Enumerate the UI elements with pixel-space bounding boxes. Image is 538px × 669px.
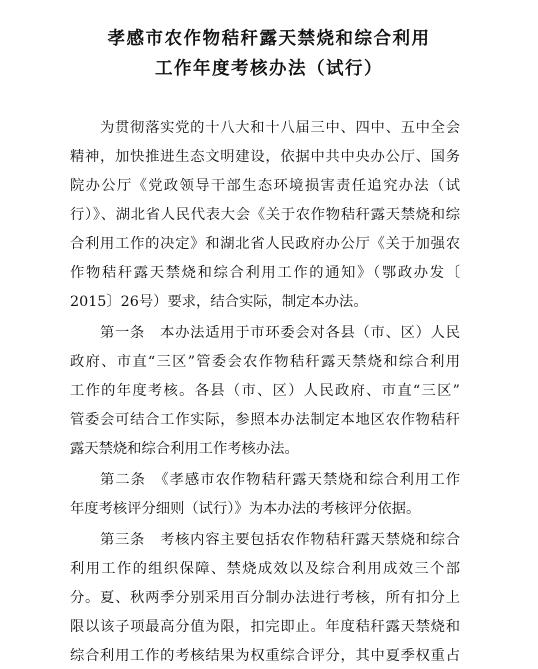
body-line-4: 行）》、湖北省人民代表大会《关于农作物秸秆露天禁烧和综 xyxy=(70,207,460,223)
body-line-19: 综合利用工作的考核结果为权重综合评分，其中夏季权重占 xyxy=(70,648,460,664)
body-line-6: 作物秸秆露天禁烧和综合利用工作的通知》（鄂政办发〔 xyxy=(70,265,460,281)
body-line-1: 为贯彻落实党的十八大和十八届三中、四中、五中全会 xyxy=(100,120,460,136)
body-line-7: 2015〕26号）要求，结合实际，制定本办法。 xyxy=(70,294,368,310)
body-line-2: 精神，加快推进生态文明建设，依据中共中央办公厅、国务 xyxy=(70,149,460,165)
body-line-14: 年度考核评分细则（试行）》为本办法的考核评分依据。 xyxy=(70,501,421,517)
body-line-8: 第一条 本办法适用于市环委会对各县（市、区）人民 xyxy=(100,325,460,341)
body-line-17: 分。夏、秋两季分别采用百分制办法进行考核，所有扣分上 xyxy=(70,590,460,606)
document-title-line-2: 工作年度考核办法（试行） xyxy=(155,59,383,79)
body-line-13: 第二条 《孝感市农作物秸秆露天禁烧和综合利用工作 xyxy=(100,472,460,488)
body-line-12: 露天禁烧和综合利用工作考核办法。 xyxy=(70,441,299,457)
body-line-9: 政府、市直“三区”管委会农作物秸秆露天禁烧和综合利用 xyxy=(70,354,460,370)
document-title-line-1: 孝感市农作物秸秆露天禁烧和综合利用 xyxy=(107,29,431,49)
body-line-5: 合利用工作的决定》和湖北省人民政府办公厅《关于加强农 xyxy=(70,236,460,252)
body-line-15: 第三条 考核内容主要包括农作物秸秆露天禁烧和综合 xyxy=(100,532,460,548)
body-line-3: 院办公厅《党政领导干部生态环境损害责任追究办法（试 xyxy=(70,178,460,194)
body-line-11: 管委会可结合工作实际，参照本办法制定本地区农作物秸秆 xyxy=(70,412,460,428)
body-line-10: 工作的年度考核。各县（市、区）人民政府、市直“三区” xyxy=(70,383,460,399)
body-line-16: 利用工作的组织保障、禁烧成效以及综合利用成效三个部 xyxy=(70,561,460,577)
body-line-18: 限以该子项最高分值为限，扣完即止。年度秸秆露天禁烧和 xyxy=(70,619,460,635)
